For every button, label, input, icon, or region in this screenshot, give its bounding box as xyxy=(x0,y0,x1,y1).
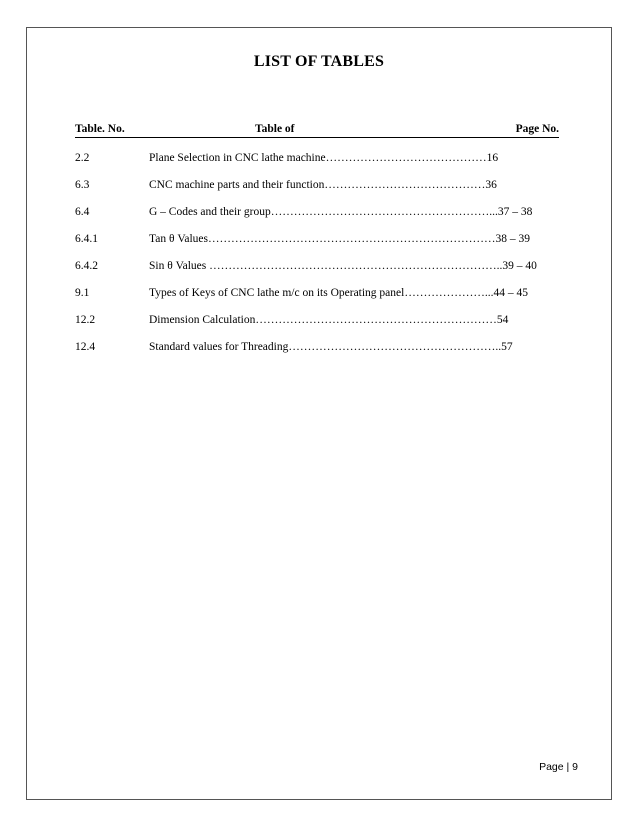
header-table-of: Table of xyxy=(255,123,295,135)
table-number: 12.4 xyxy=(75,341,96,353)
table-number: 2.2 xyxy=(75,152,90,164)
table-entry: Standard values for Threading………………………………………………..57 xyxy=(149,341,513,353)
table-entry: Types of Keys of CNC lathe m/c on its Operating panel…………………...44 – 45 xyxy=(149,287,528,299)
table-entry: Sin θ Values …………………………………………………………………..39 – 40 xyxy=(149,260,537,272)
table-entry: Tan θ Values…………………………………………………………………38 – 39 xyxy=(149,233,530,245)
table-entry: G – Codes and their group…………………………………………………...37 – 38 xyxy=(149,206,533,218)
table-entry: Dimension Calculation………………………………………………………54 xyxy=(149,314,509,326)
table-number: 12.2 xyxy=(75,314,96,326)
table-number: 6.4.2 xyxy=(75,260,98,272)
page-border xyxy=(26,27,612,800)
table-entry: Plane Selection in CNC lathe machine……………………………………16 xyxy=(149,152,499,164)
table-number: 9.1 xyxy=(75,287,90,299)
page-title: LIST OF TABLES xyxy=(253,53,385,70)
table-number: 6.3 xyxy=(75,179,90,191)
table-header xyxy=(75,121,559,138)
header-table-no: Table. No. xyxy=(75,123,125,135)
table-entry: CNC machine parts and their function……………………………………36 xyxy=(149,179,497,191)
table-number: 6.4.1 xyxy=(75,233,98,245)
page-footer: Page | 9 xyxy=(539,761,578,773)
header-page-no: Page No. xyxy=(515,123,559,135)
table-number: 6.4 xyxy=(75,206,90,218)
